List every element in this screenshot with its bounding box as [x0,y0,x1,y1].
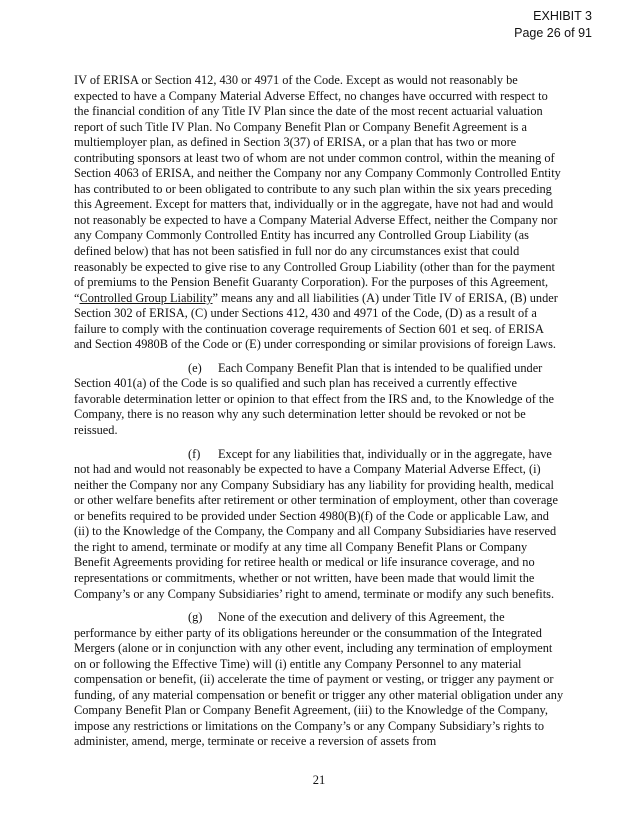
paragraph-label: (g) [188,610,203,625]
exhibit-label: EXHIBIT 3 [533,9,592,23]
paragraph-text: Except for any liabilities that, individually or in the aggregate, have not had and would not reasonably be expected to have a Company Material Adverse Effect, (i) neither the Company nor any Company Subsidiary has any liability for providing health, medical or other welfare benefits after retirement or other termination of employment, other than coverage or benefits required to be provided under Section 4980(B)(f) of the Code or applicable Law, and (ii) to the Knowledge of the Company, the Company and all Company Subsidiaries have reserved the right to amend, terminate or modify at any time all Company Benefit Plans or Company Benefit Agreements providing for retiree health or medical or life insurance coverage, and no representations or commitments, whether or not written, have been made that would limit the Company’s or any Company Subsidiaries’ right to amend, terminate or modify any such benefits. [74,446,558,601]
document-body [74,73,564,758]
paragraph-e [74,361,564,439]
exhibit-page-of: Page 26 of 91 [514,26,592,40]
paragraph-text: Each Company Benefit Plan that is intended to be qualified under Section 401(a) of the Code is so qualified and such plan has received a currently effective favorable determination letter or opinion to that effect from the IRS and, to the Knowledge of the Company, there is no reason why any such determination letter should be revoked or not be reissued. [74,360,555,438]
paragraph-g [74,610,564,750]
paragraph-f [74,447,564,602]
defined-term: Controlled Group Liability [79,290,213,305]
page-number: 21 [312,773,326,787]
paragraph-label: (e) [188,360,202,375]
paragraph-continuation [74,73,564,353]
paragraph-label: (f) [188,446,201,461]
exhibit-header [514,8,592,42]
paragraph-text: ” means any and all liabilities (A) under Title IV of ERISA, (B) under Section 302 of ERISA, (C) under Sections 412, 430 and 4971 of the Code, (D) as a result of a failure to comply with the continuation coverage requirements of Section 601 et seq. of ERISA and Section 4980B of the Code or (E) under corresponding or similar provisions of foreign Laws. [74,290,558,352]
paragraph-text: IV of ERISA or Section 412, 430 or 4971 of the Code. Except as would not reasonably be expected to have a Company Material Adverse Effect, no changes have occurred with respect to the financial condition of any Title IV Plan since the date of the most recent actuarial valuation report of such Title IV Plan. No Company Benefit Plan or Company Benefit Agreement is a multiemployer plan, as defined in Section 3(37) of ERISA, or a plan that has two or more contributing sponsors at least two of whom are not under common control, within the meaning of Section 4063 of ERISA, and neither the Company nor any Company Commonly Controlled Entity has contributed to or been obligated to contribute to any such plan within the six years preceding this Agreement. Except for matters that, individually or in the aggregate, have not had and would not reasonably be expected to have a Company Material Adverse Effect, neither the Company nor any Company Commonly Controlled Entity has incurred any Controlled Group Liability (as defined below) that has not been satisfied in full nor do any circumstances exist that could reasonably be expected to give rise to any Controlled Group Liability (other than for the payment of premiums to the Pension Benefit Guaranty Corporation). For the purposes of this Agreement, “ [74,73,561,305]
paragraph-text: None of the execution and delivery of this Agreement, the performance by either party of its obligations hereunder or the consummation of the Integrated Mergers (alone or in conjunction with any other event, including any termination of employment on or following the Effective Time) will (i) entitle any Company Personnel to any material compensation or benefit, (ii) accelerate the time of payment or vesting, or trigger any payment or funding, of any material compensation or benefit or trigger any other material obligation under any Company Benefit Plan or Company Benefit Agreement, (iii) to the Knowledge of the Company, impose any restrictions or limitations on the Company’s or any Company Subsidiary’s rights to administer, amend, merge, terminate or receive a reversion of assets from [74,610,564,749]
